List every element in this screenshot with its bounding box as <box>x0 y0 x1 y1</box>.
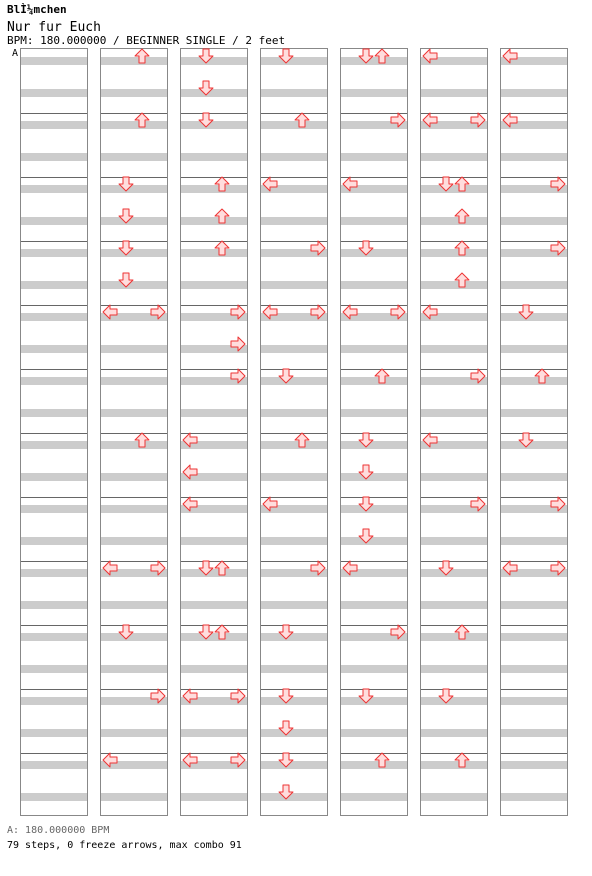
bpm-marker-label: A <box>12 48 19 59</box>
measure-line <box>341 497 407 498</box>
chart-info: BPM: 180.000000 / BEGINNER SINGLE / 2 feet <box>7 34 286 47</box>
measure-line <box>21 689 87 690</box>
up-arrow-icon <box>374 48 390 64</box>
left-arrow-icon <box>422 48 438 64</box>
down-arrow-icon <box>358 48 374 64</box>
measure-line <box>21 241 87 242</box>
down-arrow-icon <box>278 752 294 768</box>
down-arrow-icon <box>518 432 534 448</box>
down-arrow-icon <box>118 240 134 256</box>
up-arrow-icon <box>214 176 230 192</box>
measure-line <box>21 113 87 114</box>
measure-line <box>21 625 87 626</box>
right-arrow-icon <box>550 560 566 576</box>
right-arrow-icon <box>470 496 486 512</box>
down-arrow-icon <box>198 80 214 96</box>
up-arrow-icon <box>454 272 470 288</box>
up-arrow-icon <box>454 624 470 640</box>
down-arrow-icon <box>278 784 294 800</box>
down-arrow-icon <box>278 720 294 736</box>
measure-line <box>21 433 87 434</box>
song-title: BlÌ¼mchen <box>7 3 67 16</box>
right-arrow-icon <box>310 560 326 576</box>
right-arrow-icon <box>550 496 566 512</box>
down-arrow-icon <box>118 624 134 640</box>
up-arrow-icon <box>134 48 150 64</box>
left-arrow-icon <box>102 304 118 320</box>
left-arrow-icon <box>422 432 438 448</box>
down-arrow-icon <box>358 240 374 256</box>
up-arrow-icon <box>454 208 470 224</box>
left-arrow-icon <box>502 560 518 576</box>
step-stats: 79 steps, 0 freeze arrows, max combo 91 <box>7 840 242 851</box>
left-arrow-icon <box>342 560 358 576</box>
right-arrow-icon <box>230 368 246 384</box>
chart-column <box>340 48 408 816</box>
up-arrow-icon <box>374 752 390 768</box>
left-arrow-icon <box>502 48 518 64</box>
measure-line <box>421 689 487 690</box>
measure-line <box>261 625 327 626</box>
down-arrow-icon <box>358 496 374 512</box>
down-arrow-icon <box>358 688 374 704</box>
left-arrow-icon <box>422 304 438 320</box>
down-arrow-icon <box>198 112 214 128</box>
right-arrow-icon <box>470 368 486 384</box>
measure-line <box>181 113 247 114</box>
chart-column <box>500 48 568 816</box>
measure-line <box>341 241 407 242</box>
down-arrow-icon <box>358 528 374 544</box>
down-arrow-icon <box>198 560 214 576</box>
measure-line <box>21 497 87 498</box>
up-arrow-icon <box>534 368 550 384</box>
left-arrow-icon <box>342 304 358 320</box>
up-arrow-icon <box>454 176 470 192</box>
left-arrow-icon <box>182 752 198 768</box>
right-arrow-icon <box>470 112 486 128</box>
right-arrow-icon <box>150 560 166 576</box>
measure-line <box>101 497 167 498</box>
right-arrow-icon <box>150 304 166 320</box>
measure-line <box>501 433 567 434</box>
measure-line <box>501 625 567 626</box>
left-arrow-icon <box>502 112 518 128</box>
up-arrow-icon <box>214 624 230 640</box>
measure-line <box>501 753 567 754</box>
measure-line <box>101 625 167 626</box>
measure-line <box>341 689 407 690</box>
down-arrow-icon <box>118 208 134 224</box>
down-arrow-icon <box>358 464 374 480</box>
measure-line <box>101 241 167 242</box>
down-arrow-icon <box>278 48 294 64</box>
measure-line <box>501 689 567 690</box>
down-arrow-icon <box>118 176 134 192</box>
measure-line <box>341 433 407 434</box>
right-arrow-icon <box>310 240 326 256</box>
up-arrow-icon <box>374 368 390 384</box>
bpm-summary: A: 180.000000 BPM <box>7 825 110 836</box>
down-arrow-icon <box>278 688 294 704</box>
right-arrow-icon <box>150 688 166 704</box>
down-arrow-icon <box>118 272 134 288</box>
left-arrow-icon <box>102 560 118 576</box>
down-arrow-icon <box>518 304 534 320</box>
left-arrow-icon <box>102 752 118 768</box>
up-arrow-icon <box>214 240 230 256</box>
down-arrow-icon <box>198 624 214 640</box>
measure-line <box>501 305 567 306</box>
measure-line <box>261 753 327 754</box>
up-arrow-icon <box>294 432 310 448</box>
measure-line <box>261 689 327 690</box>
left-arrow-icon <box>422 112 438 128</box>
right-arrow-icon <box>550 240 566 256</box>
right-arrow-icon <box>310 304 326 320</box>
measure-line <box>21 561 87 562</box>
up-arrow-icon <box>454 752 470 768</box>
measure-line <box>21 177 87 178</box>
down-arrow-icon <box>438 688 454 704</box>
measure-line <box>101 177 167 178</box>
left-arrow-icon <box>262 176 278 192</box>
down-arrow-icon <box>198 48 214 64</box>
up-arrow-icon <box>134 432 150 448</box>
left-arrow-icon <box>182 464 198 480</box>
right-arrow-icon <box>230 752 246 768</box>
measure-line <box>421 561 487 562</box>
up-arrow-icon <box>214 208 230 224</box>
down-arrow-icon <box>358 432 374 448</box>
down-arrow-icon <box>278 624 294 640</box>
left-arrow-icon <box>182 496 198 512</box>
left-arrow-icon <box>182 432 198 448</box>
left-arrow-icon <box>262 496 278 512</box>
measure-line <box>21 305 87 306</box>
measure-line <box>21 753 87 754</box>
left-arrow-icon <box>182 688 198 704</box>
right-arrow-icon <box>390 624 406 640</box>
up-arrow-icon <box>294 112 310 128</box>
right-arrow-icon <box>390 112 406 128</box>
measure-line <box>101 369 167 370</box>
song-subtitle: Nur fur Euch <box>7 20 101 35</box>
up-arrow-icon <box>214 560 230 576</box>
up-arrow-icon <box>134 112 150 128</box>
right-arrow-icon <box>390 304 406 320</box>
up-arrow-icon <box>454 240 470 256</box>
measure-line <box>21 369 87 370</box>
measure-line <box>261 369 327 370</box>
chart-column <box>20 48 88 816</box>
right-arrow-icon <box>230 688 246 704</box>
down-arrow-icon <box>278 368 294 384</box>
left-arrow-icon <box>262 304 278 320</box>
down-arrow-icon <box>438 176 454 192</box>
right-arrow-icon <box>230 336 246 352</box>
left-arrow-icon <box>342 176 358 192</box>
down-arrow-icon <box>438 560 454 576</box>
right-arrow-icon <box>550 176 566 192</box>
right-arrow-icon <box>230 304 246 320</box>
